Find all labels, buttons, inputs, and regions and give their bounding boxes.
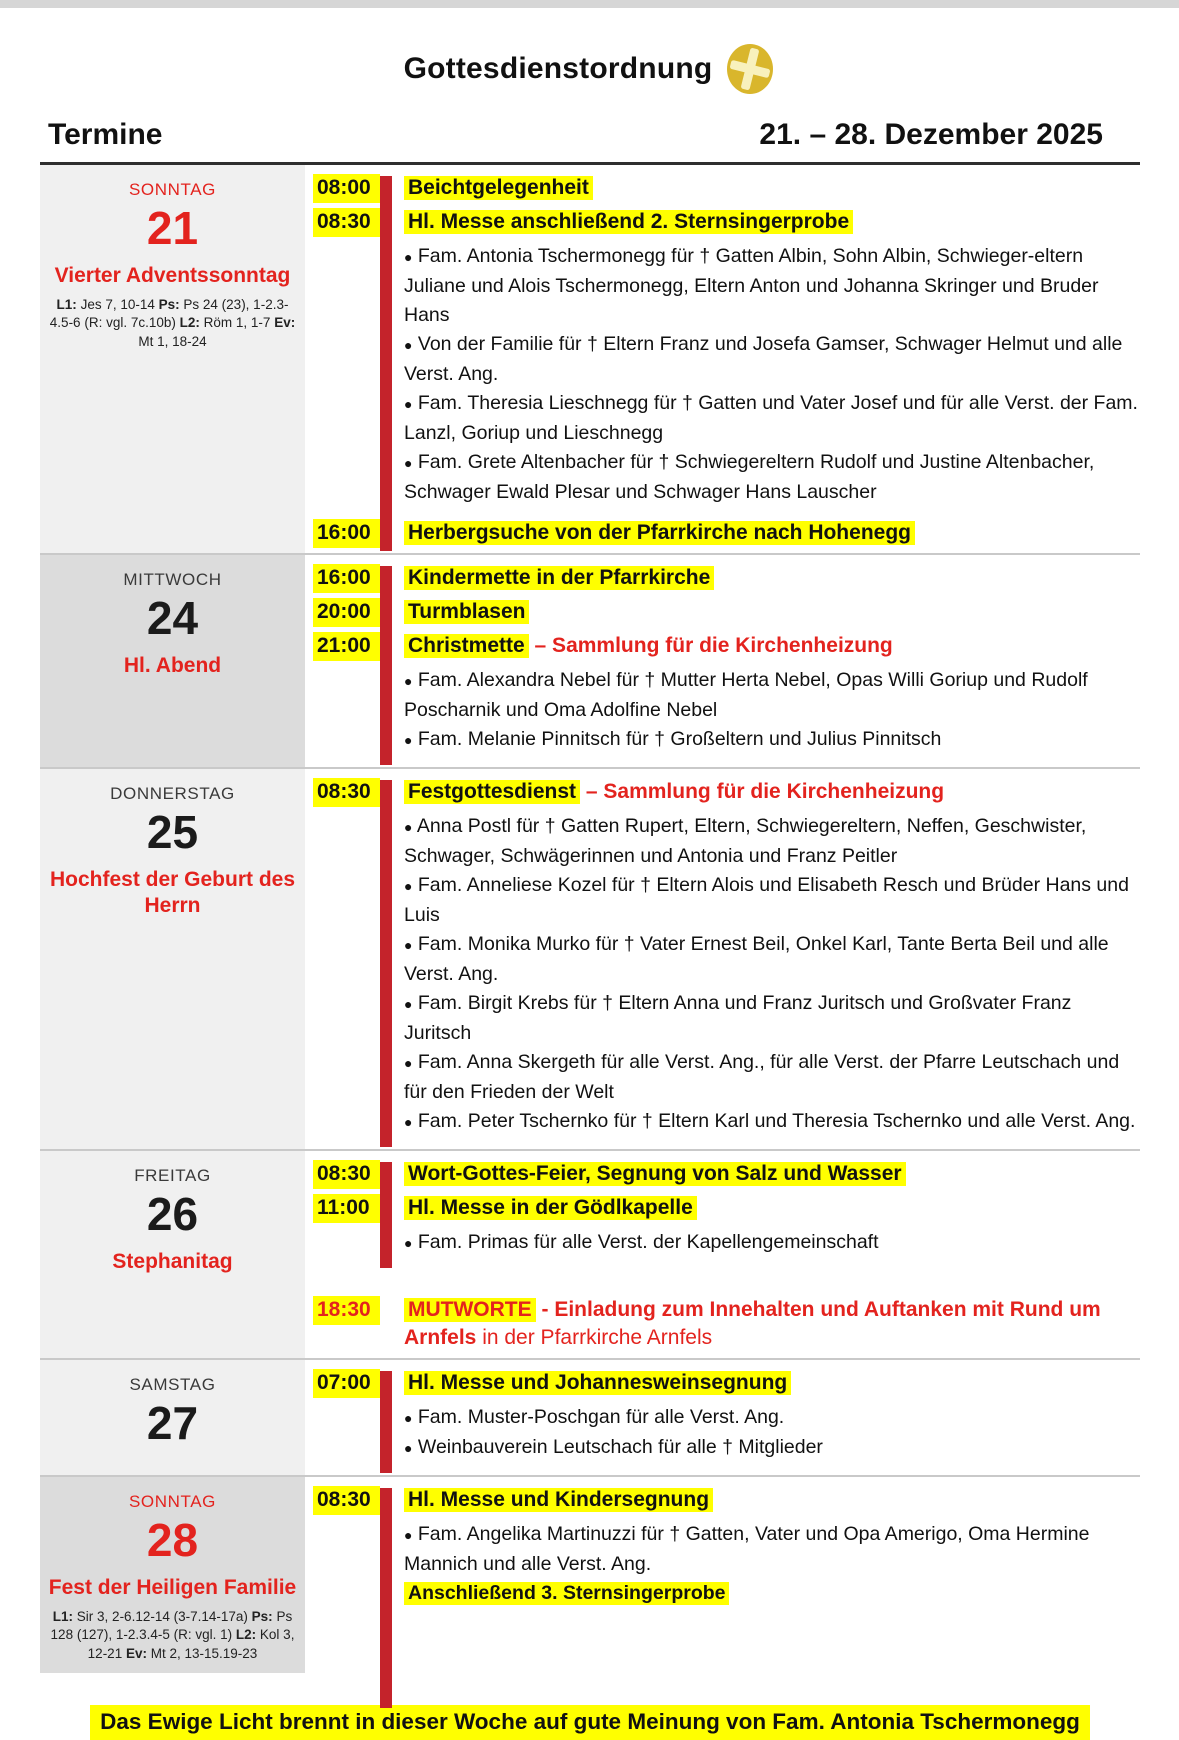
intention-item — [404, 666, 1140, 725]
intention-item — [404, 871, 1140, 930]
day-info-panel — [40, 769, 305, 1149]
intention-text: Fam. Melanie Pinnitsch für † Großeltern und Julius Pinnitsch — [417, 728, 942, 750]
day-name: SONNTAG — [128, 1492, 216, 1511]
event-title-highlight: Hl. Messe anschließend 2. Sternsingerprobe — [404, 210, 853, 234]
bullet-dot: ● — [404, 937, 413, 953]
intention-text: Fam. Peter Tschernko für † Eltern Karl und Theresia Tschernko und alle Verst. Ang. — [417, 1110, 1136, 1132]
intention-list — [404, 812, 1140, 1137]
event-title-highlight: Beichtgelegenheit — [404, 176, 593, 200]
bullet-dot: ● — [404, 337, 413, 353]
day-info-panel — [40, 1477, 305, 1673]
reading-label: L1: — [56, 297, 77, 313]
event-body — [404, 564, 1140, 598]
events-panel — [313, 1151, 1140, 1358]
day-number: 21 — [146, 202, 199, 254]
event-time: 16:00 — [313, 564, 380, 593]
intention-item — [404, 389, 1140, 448]
intention-list — [404, 1520, 1140, 1608]
event-row — [313, 1369, 1140, 1475]
event-group-with-red-bar — [313, 1369, 1140, 1475]
event-title-highlight: Wort-Gottes-Feier, Segnung von Salz und Wasser — [404, 1162, 906, 1186]
footer — [40, 1709, 1140, 1735]
reading-label: Ps: — [251, 1609, 273, 1625]
bullet-dot: ● — [404, 396, 413, 412]
event-row — [313, 632, 1140, 767]
day-section — [40, 1149, 1140, 1358]
intention-text: Fam. Birgit Krebs für † Eltern Anna und Franz Juritsch und Großvater Franz Juritsch — [404, 992, 1072, 1044]
event-row — [313, 1194, 1140, 1270]
event-row — [313, 174, 1140, 208]
intention-text: Fam. Anneliese Kozel für † Eltern Alois und Elisabeth Resch und Brüder Hans und Luis — [404, 874, 1129, 926]
event-title-highlight: Festgottesdienst — [404, 780, 580, 804]
intention-text: Fam. Antonia Tschermonegg für † Gatten Albin, Sohn Albin, Schwieger-eltern Juliane und Alois Tschermonegg, Eltern Anton und Johanna Skringer und Bruder Hans — [404, 245, 1099, 326]
termine-heading: Termine — [48, 118, 163, 151]
event-title — [404, 598, 1140, 626]
event-body — [404, 1194, 1140, 1270]
reading-label: L2: — [179, 315, 200, 331]
event-title-red-note: – Sammlung für die Kirchenheizung — [585, 780, 945, 803]
footer-notice: Das Ewige Licht brennt in dieser Woche auf gute Meinung von Fam. Antonia Tschermonegg — [90, 1705, 1090, 1740]
day-name: FREITAG — [134, 1166, 211, 1185]
event-row — [313, 519, 1140, 553]
event-group-with-red-bar — [313, 564, 1140, 767]
event-title — [404, 778, 1140, 806]
intention-item — [404, 930, 1140, 989]
event-title-highlight: Hl. Messe und Johannesweinsegnung — [404, 1371, 791, 1395]
intention-item — [404, 812, 1140, 871]
event-title — [404, 208, 1140, 236]
event-title — [404, 1194, 1140, 1222]
day-subtitle: Hochfest der Geburt des Herrn — [49, 867, 296, 918]
event-body — [404, 1369, 1140, 1475]
reading-text: Ps 128 (127), 1-2.3.4-5 (R: vgl. 1) — [50, 1609, 293, 1643]
event-time: 08:00 — [313, 174, 380, 203]
event-group-with-red-bar — [313, 1160, 1140, 1270]
event-time: 18:30 — [313, 1296, 380, 1325]
intention-item — [404, 725, 1140, 755]
intention-text: Fam. Monika Murko für † Vater Ernest Beil, Onkel Karl, Tante Berta Beil und alle Verst. Ang. — [404, 933, 1109, 985]
event-title-red-note: – Sammlung für die Kirchenheizung — [534, 634, 893, 657]
event-title — [404, 519, 1140, 547]
intention-item — [404, 242, 1140, 330]
event-row — [313, 208, 1140, 519]
day-name: SONNTAG — [128, 180, 216, 199]
reading-label: L1: — [52, 1609, 74, 1625]
title-row — [40, 8, 1140, 96]
event-row — [313, 564, 1140, 598]
intention-text: Fam. Primas für alle Verst. der Kapellengemeinschaft — [417, 1231, 879, 1253]
day-number: 25 — [146, 806, 199, 858]
bullet-dot: ● — [404, 1235, 413, 1251]
day-name: SAMSTAG — [129, 1375, 216, 1394]
highlight-note-text: Anschließend 3. Sternsingerprobe — [404, 1582, 729, 1605]
reading-text: Ps 24 (23), 1-2.3-4.5-6 (R: vgl. 7c.10b) — [49, 297, 289, 331]
bullet-dot: ● — [404, 1440, 413, 1456]
event-row — [313, 1486, 1140, 1620]
day-number: 24 — [146, 592, 199, 644]
event-title-highlight: Turmblasen — [404, 600, 529, 624]
event-body — [404, 1296, 1140, 1358]
event-body — [404, 519, 1140, 553]
bullet-dot: ● — [404, 673, 413, 689]
intention-item — [404, 1107, 1140, 1137]
day-info-panel — [40, 1151, 305, 1358]
event-body — [404, 208, 1140, 519]
event-row — [313, 598, 1140, 632]
event-row — [313, 1296, 1140, 1358]
event-row — [313, 778, 1140, 1149]
highlight-note — [404, 1579, 1140, 1608]
event-body — [404, 1486, 1140, 1620]
reading-label: Ps: — [158, 297, 180, 313]
event-title — [404, 1486, 1140, 1514]
event-group-with-red-bar — [313, 174, 1140, 553]
event-time: 20:00 — [313, 598, 380, 627]
event-title — [404, 564, 1140, 592]
bullet-dot: ● — [404, 1114, 413, 1130]
event-time: 11:00 — [313, 1194, 380, 1223]
intention-text: Fam. Grete Altenbacher für † Schwiegereltern Rudolf und Justine Altenbacher, Schwager Ewald Plesar und Schwager Hans Lauscher — [404, 451, 1095, 503]
cross-icon — [724, 42, 776, 96]
day-section — [40, 165, 1140, 553]
events-panel — [313, 555, 1140, 767]
event-title-highlight: Herbergsuche von der Pfarrkirche nach Hohenegg — [404, 521, 915, 545]
event-title-highlight: Christmette — [404, 634, 529, 658]
intention-text: Weinbauverein Leutschach für alle † Mitglieder — [417, 1436, 823, 1458]
event-group — [313, 1296, 1140, 1358]
event-body — [404, 174, 1140, 208]
day-info-panel — [40, 1360, 305, 1475]
reading-text: Sir 3, 2-6.12-14 (3-7.14-17a) — [76, 1609, 248, 1625]
intention-text: Fam. Angelika Martinuzzi für † Gatten, Vater und Opa Amerigo, Oma Hermine Mannich und alle Verst. Ang. — [404, 1523, 1090, 1575]
subheader — [40, 118, 1140, 152]
intention-text: Fam. Alexandra Nebel für † Mutter Herta Nebel, Opas Willi Goriup und Rudolf Poscharnik und Oma Adolfine Nebel — [404, 669, 1088, 721]
date-range: 21. – 28. Dezember 2025 — [759, 118, 1103, 151]
event-title-highlight: MUTWORTE — [404, 1298, 536, 1322]
event-body — [404, 632, 1140, 767]
event-time: 08:30 — [313, 1160, 380, 1189]
day-readings — [40, 296, 305, 351]
reading-text: Kol 3, 12-21 — [87, 1627, 295, 1661]
intention-item — [404, 1228, 1140, 1258]
event-body — [404, 598, 1140, 632]
intention-list — [404, 1228, 1140, 1258]
event-title — [404, 1369, 1140, 1397]
bullet-dot: ● — [404, 249, 413, 265]
bullet-dot: ● — [404, 819, 413, 835]
reading-text: Röm 1, 1-7 — [203, 315, 271, 331]
event-time: 16:00 — [313, 519, 380, 548]
event-title — [404, 632, 1140, 660]
intention-item — [404, 1433, 1140, 1463]
event-title — [404, 174, 1140, 202]
day-section — [40, 1358, 1140, 1475]
bullet-dot: ● — [404, 1055, 413, 1071]
reading-label: L2: — [235, 1627, 257, 1643]
event-time: 08:30 — [313, 208, 380, 237]
day-number: 27 — [146, 1397, 199, 1449]
schedule-table — [40, 165, 1140, 1673]
intention-text: Fam. Muster-Poschgan für alle Verst. Ang. — [417, 1406, 785, 1428]
bullet-dot: ● — [404, 732, 413, 748]
intention-item — [404, 330, 1140, 389]
intention-item — [404, 1403, 1140, 1433]
event-title — [404, 1296, 1140, 1352]
day-readings — [40, 1608, 305, 1663]
intention-text: Von der Familie für † Eltern Franz und Josefa Gamser, Schwager Helmut und alle Verst. Ang. — [404, 333, 1123, 385]
reading-text: Mt 2, 13-15.19-23 — [150, 1645, 258, 1661]
day-number: 28 — [146, 1514, 199, 1566]
reading-label: Ev: — [125, 1645, 147, 1661]
intention-item — [404, 989, 1140, 1048]
event-row — [313, 1160, 1140, 1194]
intention-list — [404, 1403, 1140, 1463]
intention-item — [404, 448, 1140, 507]
event-time: 08:30 — [313, 1486, 380, 1515]
day-subtitle: Vierter Adventssonntag — [54, 263, 291, 287]
intention-list — [404, 666, 1140, 755]
event-body — [404, 778, 1140, 1149]
intention-text: Anna Postl für † Gatten Rupert, Eltern, Schwiegereltern, Neffen, Geschwister, Schwager, Schwägerinnen und Antonia und Franz Peitler — [404, 815, 1087, 867]
intention-item — [404, 1520, 1140, 1579]
bullet-dot: ● — [404, 878, 413, 894]
event-time: 08:30 — [313, 778, 380, 807]
events-panel — [313, 165, 1140, 553]
day-name: MITTWOCH — [123, 570, 222, 589]
event-title-red-regular: in der Pfarrkirche Arnfels — [476, 1326, 713, 1349]
bullet-dot: ● — [404, 1527, 413, 1543]
day-number: 26 — [146, 1188, 199, 1240]
day-section — [40, 553, 1140, 767]
event-time: 21:00 — [313, 632, 380, 661]
day-section — [40, 1475, 1140, 1673]
reading-label: Ev: — [274, 315, 296, 331]
intention-item — [404, 1048, 1140, 1107]
events-panel — [313, 769, 1140, 1149]
page — [0, 8, 1179, 1735]
header — [40, 8, 1140, 165]
bullet-dot: ● — [404, 1410, 413, 1426]
intention-list — [404, 242, 1140, 507]
intention-text: Fam. Theresia Lieschnegg für † Gatten und Vater Josef und für alle Verst. der Fam. Lanzl, Goriup und Lieschnegg — [404, 392, 1138, 444]
page-title: Gottesdienstordnung — [403, 52, 713, 85]
event-body — [404, 1160, 1140, 1194]
reading-text: Jes 7, 10-14 — [80, 297, 155, 313]
day-subtitle: Fest der Heiligen Familie — [48, 1575, 297, 1599]
day-subtitle: Stephanitag — [112, 1249, 233, 1273]
event-group-with-red-bar — [313, 1486, 1140, 1620]
event-title-highlight: Hl. Messe in der Gödlkapelle — [404, 1196, 697, 1220]
day-info-panel — [40, 165, 305, 553]
scan-edge-strip — [0, 0, 1179, 8]
events-panel — [313, 1360, 1140, 1475]
event-group-with-red-bar — [313, 778, 1140, 1149]
bullet-dot: ● — [404, 455, 413, 471]
reading-text: Mt 1, 18-24 — [138, 333, 207, 349]
event-title — [404, 1160, 1140, 1188]
day-name: DONNERSTAG — [110, 784, 235, 803]
intention-text: Fam. Anna Skergeth für alle Verst. Ang., für alle Verst. der Pfarre Leutschach und für den Frieden der Welt — [404, 1051, 1120, 1103]
event-title-highlight: Kindermette in der Pfarrkirche — [404, 566, 714, 590]
event-time: 07:00 — [313, 1369, 380, 1398]
event-title-red-note: - Einladung zum Innehalten und Auftanken mit Rund um Arnfels — [404, 1298, 1101, 1349]
events-panel — [313, 1477, 1140, 1673]
day-subtitle: Hl. Abend — [123, 653, 222, 677]
day-section — [40, 767, 1140, 1149]
bullet-dot: ● — [404, 996, 413, 1012]
event-title-highlight: Hl. Messe und Kindersegnung — [404, 1488, 713, 1512]
day-info-panel — [40, 555, 305, 767]
